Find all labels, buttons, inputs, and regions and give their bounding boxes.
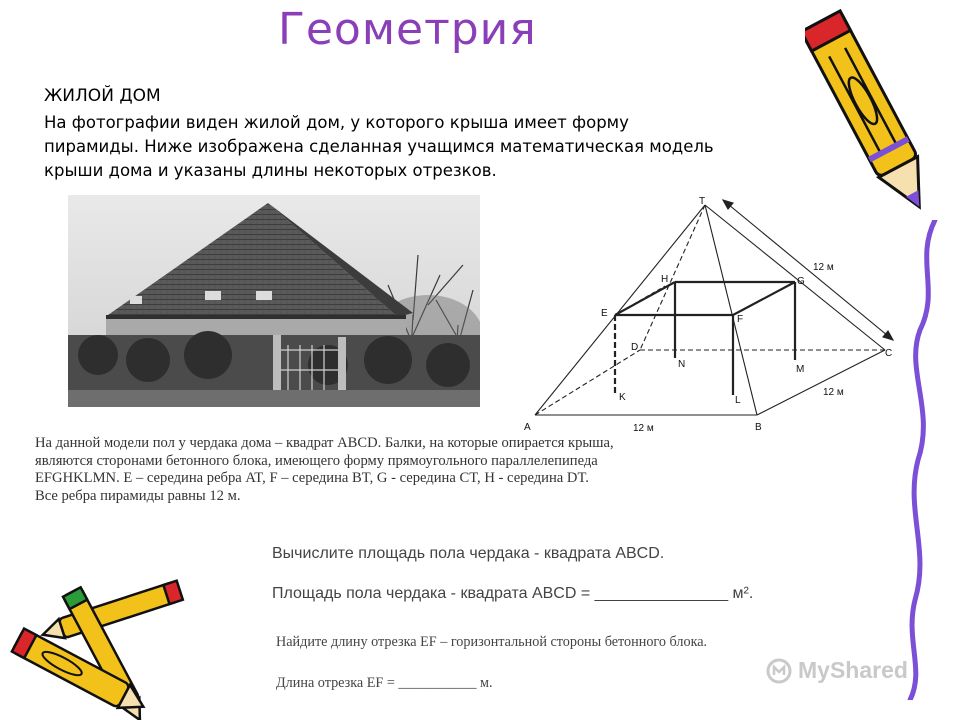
intro-text <box>44 111 834 183</box>
watermark <box>766 657 908 684</box>
edge-AD <box>535 350 640 415</box>
label-A: A <box>524 422 531 433</box>
intro-line: На фотографии виден жилой дом, у которого крыша имеет форму <box>44 113 629 132</box>
label-E: E <box>601 308 608 319</box>
edge-TA <box>535 205 705 415</box>
label-K: K <box>619 392 626 403</box>
answer-line-1: Площадь пола чердака - квадрата ABCD = _______________ м². <box>272 585 754 602</box>
house-photo <box>68 195 480 407</box>
edge-TB <box>705 205 757 415</box>
pencil-icon <box>805 2 945 232</box>
label-length-AB: 12 м <box>633 423 654 434</box>
label-N: N <box>678 359 686 370</box>
edge-FG <box>733 282 795 315</box>
label-T: T <box>699 196 706 207</box>
label-F: F <box>737 314 744 325</box>
pencil-icon <box>40 581 183 645</box>
pencil-icon <box>12 629 150 719</box>
description-line: Все ребра пирамиды равны 12 м. <box>35 487 241 504</box>
label-M: M <box>796 364 805 375</box>
label-D: D <box>631 342 639 353</box>
pencils-cluster <box>0 575 200 720</box>
question-2: Найдите длину отрезка EF – горизонтальной стороны бетонного блока. <box>276 634 708 650</box>
label-length-TC: 12 м <box>813 262 834 273</box>
label-G: G <box>797 276 805 287</box>
intro-line: пирамиды. Ниже изображена сделанная учащимся математическая модель <box>44 137 714 156</box>
description-line: На данной модели пол у чердака дома – квадрат ABCD. Балки, на которые опирается крыша, <box>35 435 614 451</box>
description-line: EFGHKLMN. E – середина ребра AT, F – середина BT, G - середина CT, H - середина DT. <box>35 470 589 486</box>
answer-line-2: Длина отрезка EF = ___________ м. <box>276 675 493 691</box>
label-L: L <box>735 395 741 406</box>
label-C: C <box>885 348 893 359</box>
edge-TD <box>640 205 705 350</box>
myshared-logo-icon <box>766 658 792 684</box>
description-line: являются сторонами бетонного блока, имеющего форму прямоугольного параллелепипеда <box>35 452 598 469</box>
section-heading: ЖИЛОЙ ДОМ <box>44 86 161 106</box>
label-H: H <box>661 274 669 285</box>
label-B: B <box>755 422 762 433</box>
page-title: Геометрия <box>278 4 537 55</box>
intro-line: крыши дома и указаны длины некоторых отрезков. <box>44 161 497 180</box>
label-length-BC: 12 м <box>823 387 844 398</box>
edge-BC <box>757 350 885 415</box>
decorative-border <box>890 220 950 700</box>
question-1: Вычислите площадь пола чердака - квадрата ABCD. <box>272 545 665 562</box>
problem-description <box>35 435 760 505</box>
watermark-text: MyShared <box>798 657 908 683</box>
